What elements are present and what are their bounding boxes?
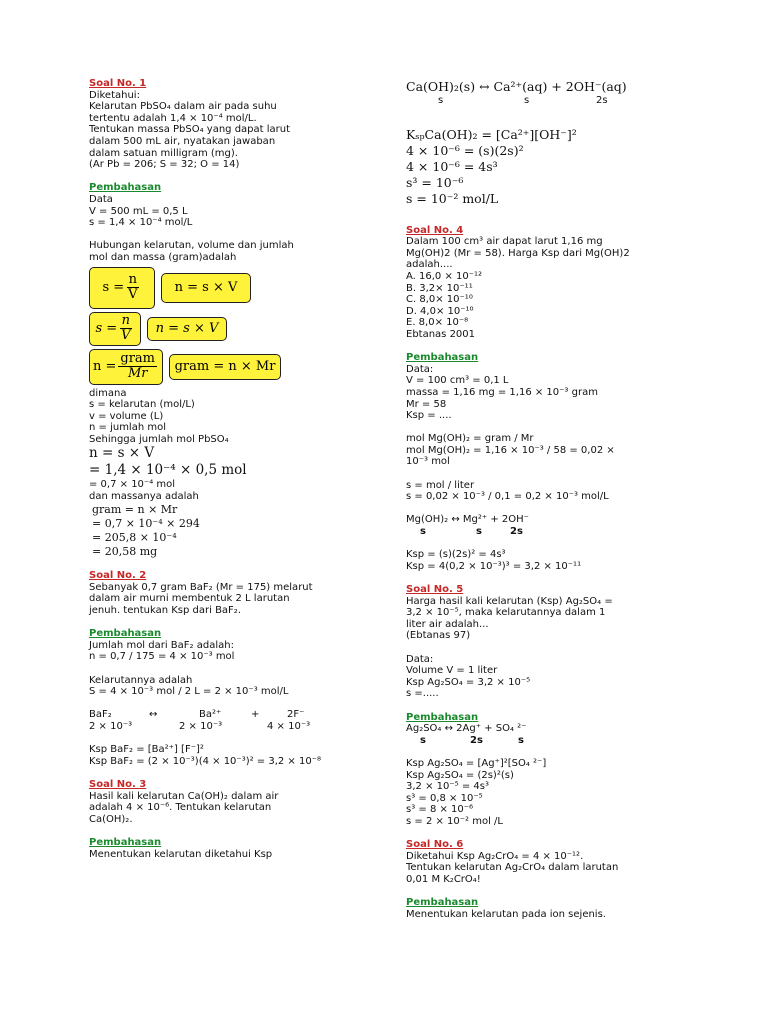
- ksp-equation: 4 × 10⁻⁶ = 4s³: [406, 158, 498, 174]
- reaction-amount: 2s: [510, 526, 523, 538]
- dimana-line: n = jumlah mol: [89, 422, 166, 434]
- formula-box-s-n-v-italic: [89, 312, 141, 346]
- pembahasan-1-heading: Pembahasan: [89, 182, 162, 194]
- hubungan-line: mol dan massa (gram)adalah: [89, 251, 237, 263]
- massa-line: = 20,58 mg: [92, 544, 158, 558]
- reaction-amount: s: [476, 526, 482, 538]
- formula-box-gram-n-mr: gram = n × Mr: [169, 354, 281, 380]
- dimana-line: s = kelarutan (mol/L): [89, 399, 195, 411]
- soal-3-line: Ca(OH)₂.: [89, 813, 133, 825]
- soal-3-line: adalah 4 × 10⁻⁶. Tentukan kelarutan: [89, 802, 272, 814]
- pembahasan-6-heading: Pembahasan: [406, 897, 479, 909]
- massa-line: = 205,8 × 10⁻⁴: [92, 530, 177, 544]
- soal-2-line: jenuh. tentukan Ksp dari BaF₂.: [89, 605, 241, 617]
- s-line: s = mol / liter: [406, 479, 475, 491]
- mgoh2-reaction-amounts: [406, 526, 668, 538]
- s-line: s = 0,02 × 10⁻³ / 0,1 = 0,2 × 10⁻³ mol/L: [406, 491, 609, 503]
- pembahasan-4-heading: Pembahasan: [406, 352, 479, 364]
- formula-box-s-n-v: [89, 267, 155, 309]
- mgoh2-reaction: Mg(OH)₂ ↔ Mg²⁺ + 2OH⁻: [406, 514, 529, 526]
- ksp-line: s³ = 0,8 × 10⁻⁵: [406, 792, 483, 804]
- fraction-denominator: V: [121, 328, 131, 343]
- soal-1-line: Tentukan massa PbSO₄ yang dapat larut: [89, 124, 291, 136]
- soal-1-heading: Soal No. 1: [89, 78, 147, 89]
- reaction-amount: s: [420, 734, 426, 746]
- ag2so4-reaction: Ag₂SO₄ ↔ 2Ag⁺ + SO₄ ²⁻: [406, 723, 527, 735]
- data-line: s = 1,4 × 10⁻⁴ mol/L: [89, 217, 193, 229]
- soal-1-line: Kelarutan PbSO₄ dalam air pada suhu: [89, 101, 277, 113]
- ksp-line: Ksp = 4(0,2 × 10⁻³)³ = 3,2 × 10⁻¹¹: [406, 560, 582, 572]
- fraction-numerator: gram: [120, 351, 156, 366]
- soal-1-line: dalam satuan milligram (mg).: [89, 147, 238, 159]
- ksp-equation: KₛₚCa(OH)₂ = [Ca²⁺][OH⁻]²: [406, 126, 577, 142]
- soal-3-heading: Soal No. 3: [89, 778, 147, 790]
- mol-line: mol Mg(OH)₂ = 1,16 × 10⁻³ / 58 = 0,02 ×: [406, 444, 615, 456]
- data-line: Data: [89, 193, 113, 205]
- ksp-equation: s³ = 10⁻⁶: [406, 174, 464, 190]
- mol-line: Jumlah mol dari BaF₂ adalah:: [89, 639, 234, 651]
- ksp-line: s = 2 × 10⁻² mol /L: [406, 815, 503, 827]
- reaction-amount: s: [524, 95, 530, 106]
- pembahasan-3-text: Menentukan kelarutan diketahui Ksp: [89, 848, 273, 860]
- soal-6-line: 0,01 M K₂CrO₄!: [406, 873, 481, 885]
- soal-1-line: (Ar Pb = 206; S = 32; O = 14): [89, 159, 240, 171]
- soal-5-line: liter air adalah...: [406, 618, 489, 630]
- reaction-term: BaF₂: [89, 709, 112, 721]
- pembahasan-6-text: Menentukan kelarutan pada ion sejenis.: [406, 908, 606, 920]
- option-d: D. 4,0× 10⁻¹⁰: [406, 305, 474, 317]
- data-line: Ksp = ....: [406, 410, 452, 422]
- left-column: [89, 78, 329, 860]
- pembahasan-3-heading: Pembahasan: [89, 836, 162, 848]
- ksp-equation: s = 10⁻² mol/L: [406, 190, 499, 206]
- right-column: [406, 79, 668, 920]
- data-line: s =.....: [406, 688, 439, 700]
- soal-5-line: 3,2 × 10⁻⁵, maka kelarutannya dalam 1: [406, 607, 606, 619]
- kelarutan-line: S = 4 × 10⁻³ mol / 2 L = 2 × 10⁻³ mol/L: [89, 686, 289, 698]
- reaction-amount: 2 × 10⁻³: [179, 720, 223, 732]
- dimana-line: dimana: [89, 387, 127, 399]
- data-line: massa = 1,16 mg = 1,16 × 10⁻³ gram: [406, 386, 598, 398]
- soal-6-line: Diketahui Ksp Ag₂CrO₄ = 4 × 10⁻¹².: [406, 850, 584, 862]
- option-a: A. 16,0 × 10⁻¹²: [406, 270, 483, 282]
- data-line: V = 100 cm³ = 0,1 L: [406, 375, 509, 387]
- reaction-amount: 2s: [470, 734, 483, 746]
- formula-lhs: n =: [92, 358, 117, 374]
- formula-box-row-3: [89, 349, 329, 385]
- soal-4-line: adalah....: [406, 259, 453, 271]
- data-line: Mr = 58: [406, 398, 447, 410]
- data-line: Ksp Ag₂SO₄ = 3,2 × 10⁻⁵: [406, 676, 531, 688]
- soal-5-line: Harga hasil kali kelarutan (Ksp) Ag₂SO₄ =: [406, 595, 613, 607]
- soal-4-line: Mg(OH)2 (Mr = 58). Harga Ksp dari Mg(OH)2: [406, 247, 630, 259]
- data-line: Volume V = 1 liter: [406, 665, 498, 677]
- option-c: C. 8,0× 10⁻¹⁰: [406, 294, 473, 306]
- mol-equation: n = s × V: [89, 445, 155, 462]
- soal-5-line: (Ebtanas 97): [406, 630, 471, 642]
- reaction-term: 2F⁻: [287, 709, 305, 721]
- mol-equation: = 1,4 × 10⁻⁴ × 0,5 mol: [89, 462, 247, 479]
- fraction-denominator: Mr: [127, 366, 148, 381]
- reaction-amount: 2s: [596, 95, 608, 106]
- fraction-numerator: n: [128, 272, 138, 287]
- formula-box-n-sv-italic: n = s × V: [147, 317, 227, 341]
- ksp-line: Ksp = (s)(2s)² = 4s³: [406, 549, 506, 561]
- data-line: Data:: [406, 653, 434, 665]
- massa-line: gram = n × Mr: [92, 502, 178, 516]
- soal-2-line: Sebanyak 0,7 gram BaF₂ (Mr = 175) melarut: [89, 581, 313, 593]
- reaction-amount: s: [420, 526, 426, 538]
- pembahasan-5-heading: Pembahasan: [406, 711, 479, 723]
- soal-1-line: Diketahui:: [89, 89, 140, 101]
- fraction-denominator: V: [128, 287, 138, 302]
- formula-lhs: s =: [102, 279, 125, 295]
- formula-box-n-gram-mr: [89, 349, 163, 385]
- massa-intro: dan massanya adalah: [89, 491, 199, 503]
- reaction-term: Ba²⁺: [199, 709, 222, 721]
- fraction: [118, 352, 157, 381]
- mol-result: = 0,7 × 10⁻⁴ mol: [89, 479, 176, 491]
- fraction-numerator: n: [121, 313, 131, 328]
- reaction-amount: s: [518, 734, 524, 746]
- soal-2-line: dalam air murni membentuk 2 L larutan: [89, 593, 290, 605]
- caoh2-reaction-amounts: [406, 95, 668, 107]
- reaction-arrow: ↔: [149, 709, 158, 721]
- soal-4-heading: Soal No. 4: [406, 224, 464, 236]
- pembahasan-2-heading: Pembahasan: [89, 628, 162, 640]
- caoh2-reaction: Ca(OH)₂(s) ↔ Ca²⁺(aq) + 2OH⁻(aq): [406, 79, 627, 94]
- reaction-equation-baf2: [89, 709, 329, 721]
- formula-box-n-sv: n = s × V: [161, 273, 251, 303]
- soal-5-heading: Soal No. 5: [406, 584, 464, 595]
- mol-line: mol Mg(OH)₂ = gram / Mr: [406, 433, 534, 445]
- reaction-plus: +: [251, 709, 260, 721]
- data-line: V = 500 mL = 0,5 L: [89, 205, 188, 217]
- soal-3-line: Hasil kali kelarutan Ca(OH)₂ dalam air: [89, 790, 279, 802]
- formula-lhs: s =: [95, 320, 118, 336]
- reaction-amount: 2 × 10⁻³: [89, 720, 133, 732]
- mol-line: n = 0,7 / 175 = 4 × 10⁻³ mol: [89, 651, 235, 663]
- ksp-line: Ksp Ag₂SO₄ = (2s)²(s): [406, 769, 514, 781]
- option-e: E. 8,0× 10⁻⁸: [406, 317, 469, 329]
- ksp-line: Ksp Ag₂SO₄ = [Ag⁺]²[SO₄ ²⁻]: [406, 757, 547, 769]
- ag2so4-reaction-amounts: [406, 735, 668, 747]
- soal-1-line: dalam 500 mL air, nyatakan jawaban: [89, 135, 276, 147]
- reaction-amount: 4 × 10⁻³: [267, 720, 311, 732]
- formula-box-row-1: [89, 267, 329, 309]
- formula-box-row-2: [89, 312, 329, 346]
- fraction: [126, 273, 139, 302]
- dimana-line: Sehingga jumlah mol PbSO₄: [89, 433, 229, 445]
- source-note: Ebtanas 2001: [406, 328, 476, 340]
- ksp-line: Ksp BaF₂ = (2 × 10⁻³)(4 × 10⁻³)² = 3,2 × 10⁻⁸: [89, 755, 322, 767]
- reaction-amount: s: [438, 95, 444, 106]
- massa-line: = 0,7 × 10⁻⁴ × 294: [92, 516, 200, 530]
- soal-2-heading: Soal No. 2: [89, 570, 147, 582]
- soal-4-line: Dalam 100 cm³ air dapat larut 1,16 mg: [406, 236, 603, 248]
- option-b: B. 3,2× 10⁻¹¹: [406, 282, 473, 294]
- fraction: [119, 314, 132, 343]
- hubungan-line: Hubungan kelarutan, volume dan jumlah: [89, 240, 294, 252]
- ksp-line: Ksp BaF₂ = [Ba²⁺] [F⁻]²: [89, 744, 204, 756]
- soal-1-line: tertentu adalah 1,4 × 10⁻⁴ mol/L.: [89, 112, 257, 124]
- reaction-amounts-baf2: [89, 721, 329, 733]
- ksp-equation: 4 × 10⁻⁶ = (s)(2s)²: [406, 142, 524, 158]
- kelarutan-line: Kelarutannya adalah: [89, 674, 193, 686]
- dimana-line: v = volume (L): [89, 410, 164, 422]
- ksp-line: 3,2 × 10⁻⁵ = 4s³: [406, 781, 489, 793]
- ksp-line: s³ = 8 × 10⁻⁶: [406, 804, 474, 816]
- soal-6-line: Tentukan kelarutan Ag₂CrO₄ dalam larutan: [406, 862, 619, 874]
- soal-6-heading: Soal No. 6: [406, 839, 464, 851]
- data-line: Data:: [406, 363, 434, 375]
- mol-line: 10⁻³ mol: [406, 456, 450, 468]
